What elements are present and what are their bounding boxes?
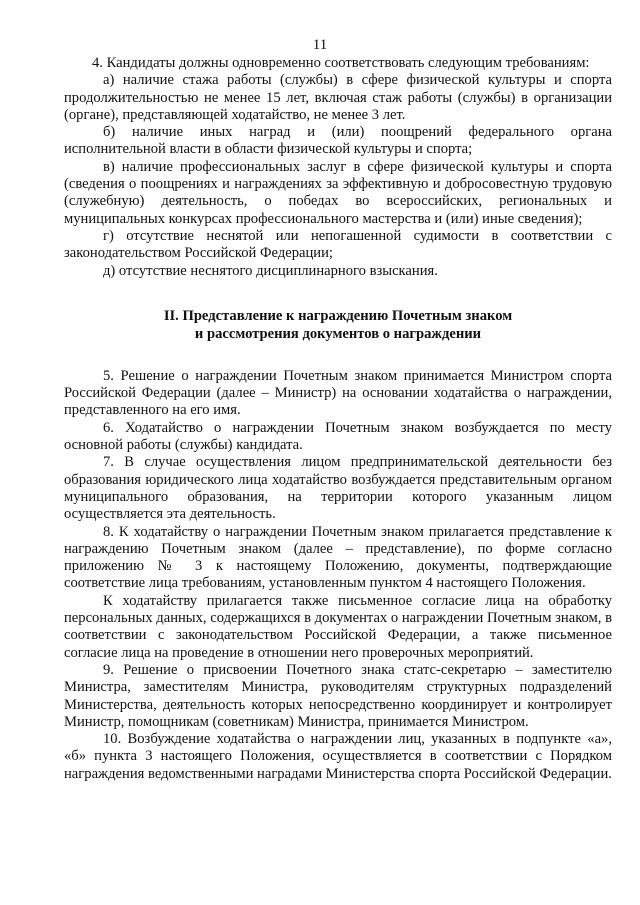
section-heading-line-2: и рассмотрения документов о награждении (194, 325, 482, 342)
paragraph-item-4v: в) наличие профессиональных заслуг в сфере физической культуры и спорта (сведения о поощрениях и награждениях за эффективную и добросовестную трудовую (служебную) деятельность, о победах во всероссийских, региональных и муниципальных конкурсах профессионального мастерства и (или) иные сведения); (64, 158, 612, 227)
section-heading (64, 307, 612, 343)
paragraph-item-7: 7. В случае осуществления лицом предпринимательской деятельности без образования юридического лица ходатайство возбуждается представительным органом муниципального образования, на территории которого указанным лицом осуществляется эта деятельность. (64, 454, 612, 523)
paragraph-item-8: 8. К ходатайству о награждении Почетным знаком прилагается представление к награждению Почетным знаком (далее – представление), по форме согласно приложению № 3 к настоящему Положению, документы, подтверждающие соответствие лица требованиям, установленным пунктом 4 настоящего Положения. (64, 523, 612, 592)
paragraph-item-9: 9. Решение о присвоении Почетного знака статс-секретарю – заместителю Министра, заместителям Министра, руководителям структурных подразделений Министерства, деятельность которых непосредственно координирует и контролирует Министр, помощникам (советникам) Министра, принимается Министром. (64, 661, 612, 730)
paragraph-item-8-consent: К ходатайству прилагается также письменное согласие лица на обработку персональных данных, содержащихся в документах о награждении Почетным знаком, в соответствии с законодательством Российской Федерации, а также письменное согласие лица на проведение в отношении него проверочных мероприятий. (64, 592, 612, 661)
paragraph-item-4g: г) отсутствие неснятой или непогашенной судимости в соответствии с законодательством Российской Федерации; (64, 227, 612, 262)
paragraph-item-4d: д) отсутствие неснятого дисциплинарного взыскания. (103, 262, 438, 279)
page-number: 11 (312, 37, 328, 53)
paragraph-item-4b: б) наличие иных наград и (или) поощрений федерального органа исполнительной власти в области физической культуры и спорта; (64, 124, 612, 158)
paragraph-item-4a: а) наличие стажа работы (службы) в сфере физической культуры и спорта продолжительностью не менее 15 лет, включая стаж работы (службы) в организации (органе), представляющей ходатайство, не менее 3 лет. (64, 72, 612, 123)
paragraph-item-10: 10. Возбуждение ходатайства о награждении лиц, указанных в подпункте «а», «б» пункта 3 настоящего Положения, осуществляется в соответствии с Порядком награждения ведомственными наградами Министерства спорта Российской Федерации. (64, 731, 612, 782)
document-body (64, 55, 612, 783)
paragraph-item-5: 5. Решение о награждении Почетным знаком принимается Министром спорта Российской Федерации (далее – Министр) на основании ходатайства о награждении, представленного на его имя. (64, 367, 612, 419)
paragraph-item-4: 4. Кандидаты должны одновременно соответствовать следующим требованиям: (92, 55, 590, 71)
section-heading-line-1: II. Представление к награждению Почетным знаком (163, 307, 513, 324)
paragraph-item-6: 6. Ходатайство о награждении Почетным знаком возбуждается по месту основной работы (службы) кандидата. (64, 419, 612, 454)
